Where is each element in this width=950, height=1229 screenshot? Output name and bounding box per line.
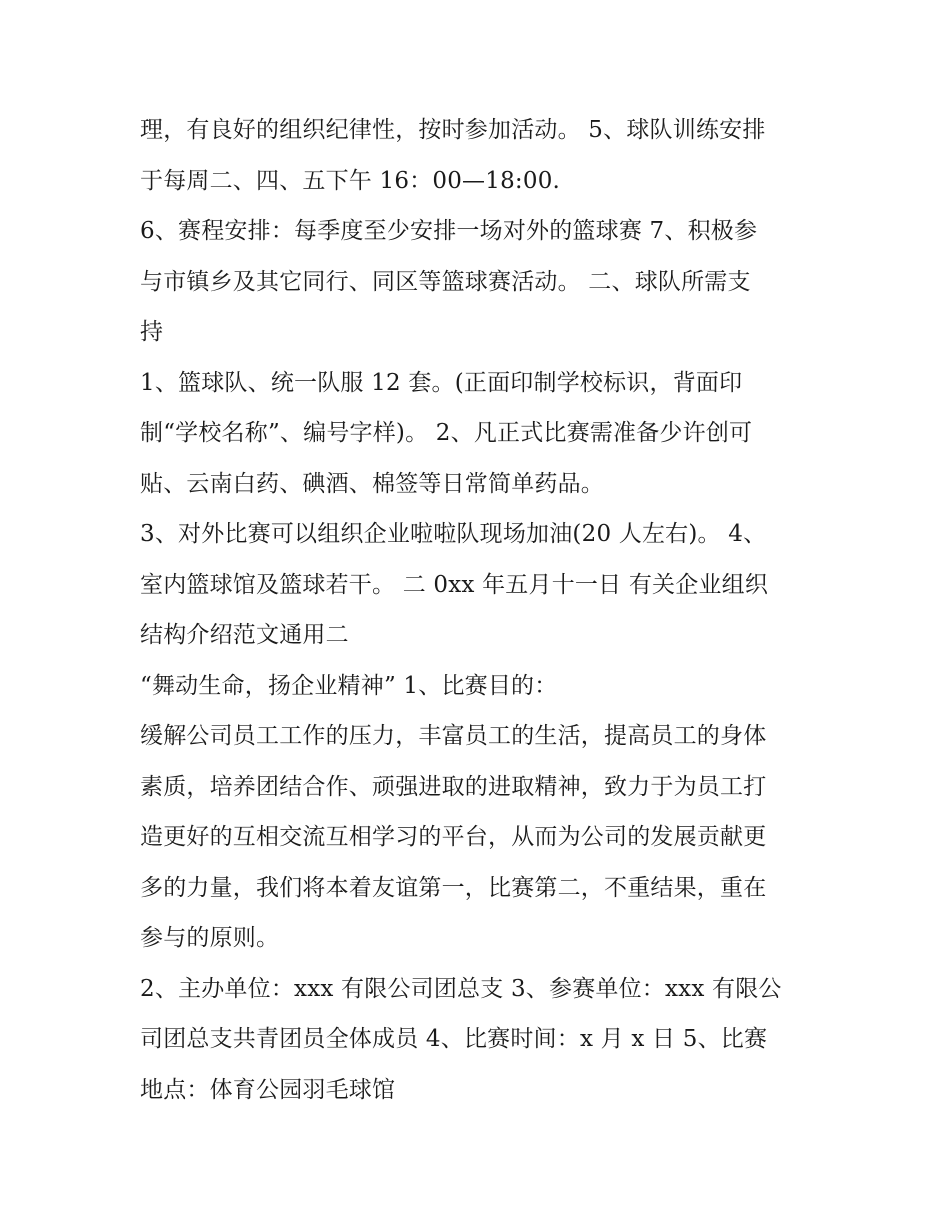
text-line: 与市镇乡及其它同行、同区等篮球赛活动。 二、球队所需支 [140, 268, 751, 295]
text-line: “舞动生命，扬企业精神” 1、比赛目的： [140, 672, 558, 699]
text-line: 2、主办单位：xxx 有限公司团总支 3、参赛单位：xxx 有限公 [140, 975, 782, 1002]
text-line: 参与的原则。 [140, 925, 280, 951]
text-line: 结构介绍范文通用二 [140, 622, 349, 648]
text-line: 室内篮球馆及篮球若干。 二 0xx 年五月十一日 有关企业组织 [140, 571, 769, 598]
document-body [140, 105, 820, 1115]
text-line: 制“学校名称”、编号字样)。 2、凡正式比赛需准备少许创可 [140, 420, 753, 446]
text-line: 地点：体育公园羽毛球馆 [140, 1076, 396, 1103]
text-line: 多的力量，我们将本着友谊第一，比赛第二，不重结果，重在 [140, 874, 767, 901]
text-line: 6、赛程安排：每季度至少安排一场对外的篮球赛 7、积极参 [140, 218, 758, 244]
text-line: 素质，培养团结合作、顽强进取的进取精神，致力于为员工打 [140, 773, 767, 800]
text-line: 贴、云南白药、碘酒、棉签等日常简单药品。 [140, 470, 604, 497]
text-line: 1、篮球队、统一队服 12 套。(正面印制学校标识，背面印 [140, 369, 743, 396]
text-line: 3、对外比赛可以组织企业啦啦队现场加油(20 人左右)。 4、 [140, 521, 767, 547]
text-line: 造更好的互相交流互相学习的平台，从而为公司的发展贡献更 [140, 824, 767, 850]
text-line: 于每周二、四、五下午 16：00—18:00. [140, 167, 561, 194]
text-line: 缓解公司员工工作的压力，丰富员工的生活，提高员工的身体 [140, 723, 767, 749]
text-line: 司团总支共青团员全体成员 4、比赛时间：x 月 x 日 5、比赛 [140, 1026, 768, 1052]
text-line: 持 [140, 319, 164, 345]
text-line: 理，有良好的组织纪律性，按时参加活动。 5、球队训练安排 [140, 117, 766, 143]
